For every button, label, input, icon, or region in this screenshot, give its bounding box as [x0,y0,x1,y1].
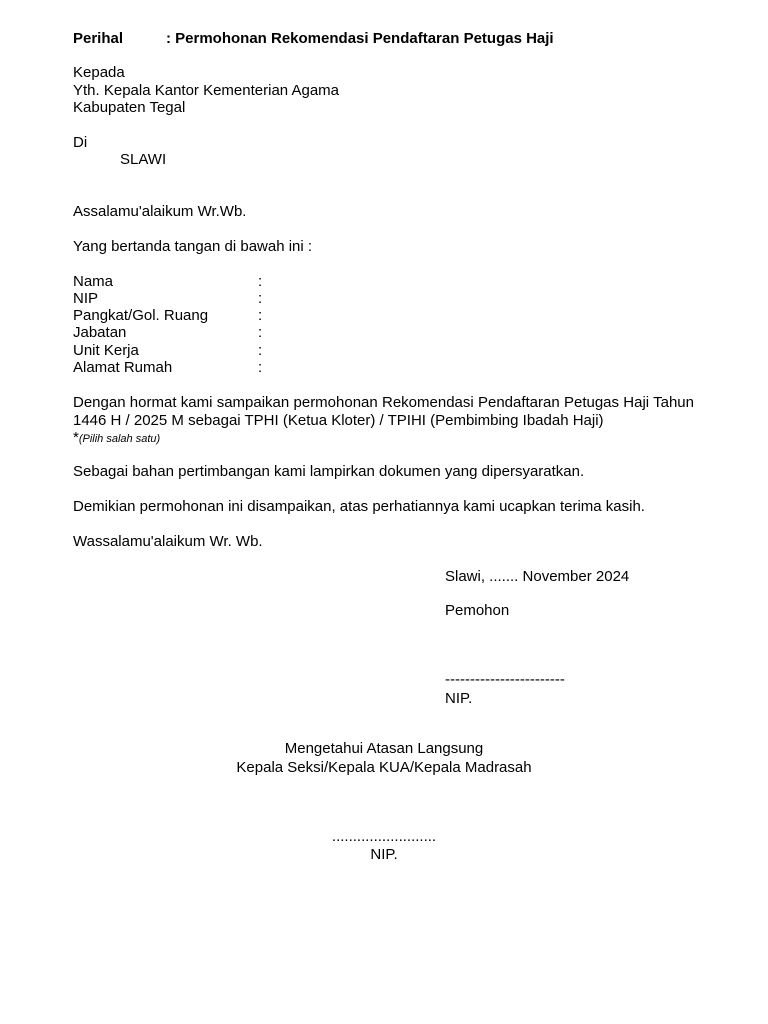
supervisor-nip: NIP. [370,846,398,863]
supervisor-position: Kepala Seksi/Kepala KUA/Kepala Madrasah [236,759,532,776]
recipient-line-2: Yth. Kepala Kantor Kementerian Agama [73,82,340,99]
field-separator: : [258,290,263,307]
field-label-jabatan: Jabatan [73,324,127,341]
field-label-unit-kerja: Unit Kerja [73,342,139,359]
supervisor-acknowledge: Mengetahui Atasan Langsung [284,740,484,757]
field-separator: : [258,307,263,324]
recipient-line-3: Kabupaten Tegal [73,99,186,116]
place-date: Slawi, ....... November 2024 [445,568,630,585]
recipient-line-1: Kepada [73,64,125,81]
closing-paragraph: Demikian permohonan ini disampaikan, atas perhatiannya kami ucapkan terima kasih. [73,498,645,515]
field-separator: : [258,342,263,359]
field-label-nip: NIP [73,290,99,307]
greeting: Assalamu'alaikum Wr.Wb. [73,203,247,220]
supervisor-signature-line: ......................... [331,828,437,845]
field-separator: : [258,273,263,290]
farewell: Wassalamu'alaikum Wr. Wb. [73,533,263,550]
subject-label: Perihal [73,30,124,47]
applicant-signature-line: ------------------------ [445,671,565,688]
applicant-role: Pemohon [445,602,510,619]
request-paragraph: Dengan hormat kami sampaikan permohonan Rekomendasi Pendaftaran Petugas Haji Tahun 1446 H / 2025 M sebagai TPHI (Ketua Kloter) / TPIHI (Pembimbing Ibadah Haji) [73,394,694,429]
field-label-pangkat: Pangkat/Gol. Ruang [73,307,209,324]
field-label-nama: Nama [73,273,114,290]
field-separator: : [258,324,263,341]
applicant-nip: NIP. [445,690,473,707]
field-separator: : [258,359,263,376]
subject-text: : Permohonan Rekomendasi Pendaftaran Petugas Haji [166,30,554,47]
recipient-place: SLAWI [120,151,167,168]
intro-text: Yang bertanda tangan di bawah ini : [73,238,313,255]
recipient-at: Di [73,134,88,151]
request-note [73,429,160,449]
attachment-paragraph: Sebagai bahan pertimbangan kami lampirkan dokumen yang dipersyaratkan. [73,463,585,480]
field-label-alamat: Alamat Rumah [73,359,173,376]
note-asterisk: * [73,429,79,446]
note-text: (Pilih salah satu) [78,433,161,445]
